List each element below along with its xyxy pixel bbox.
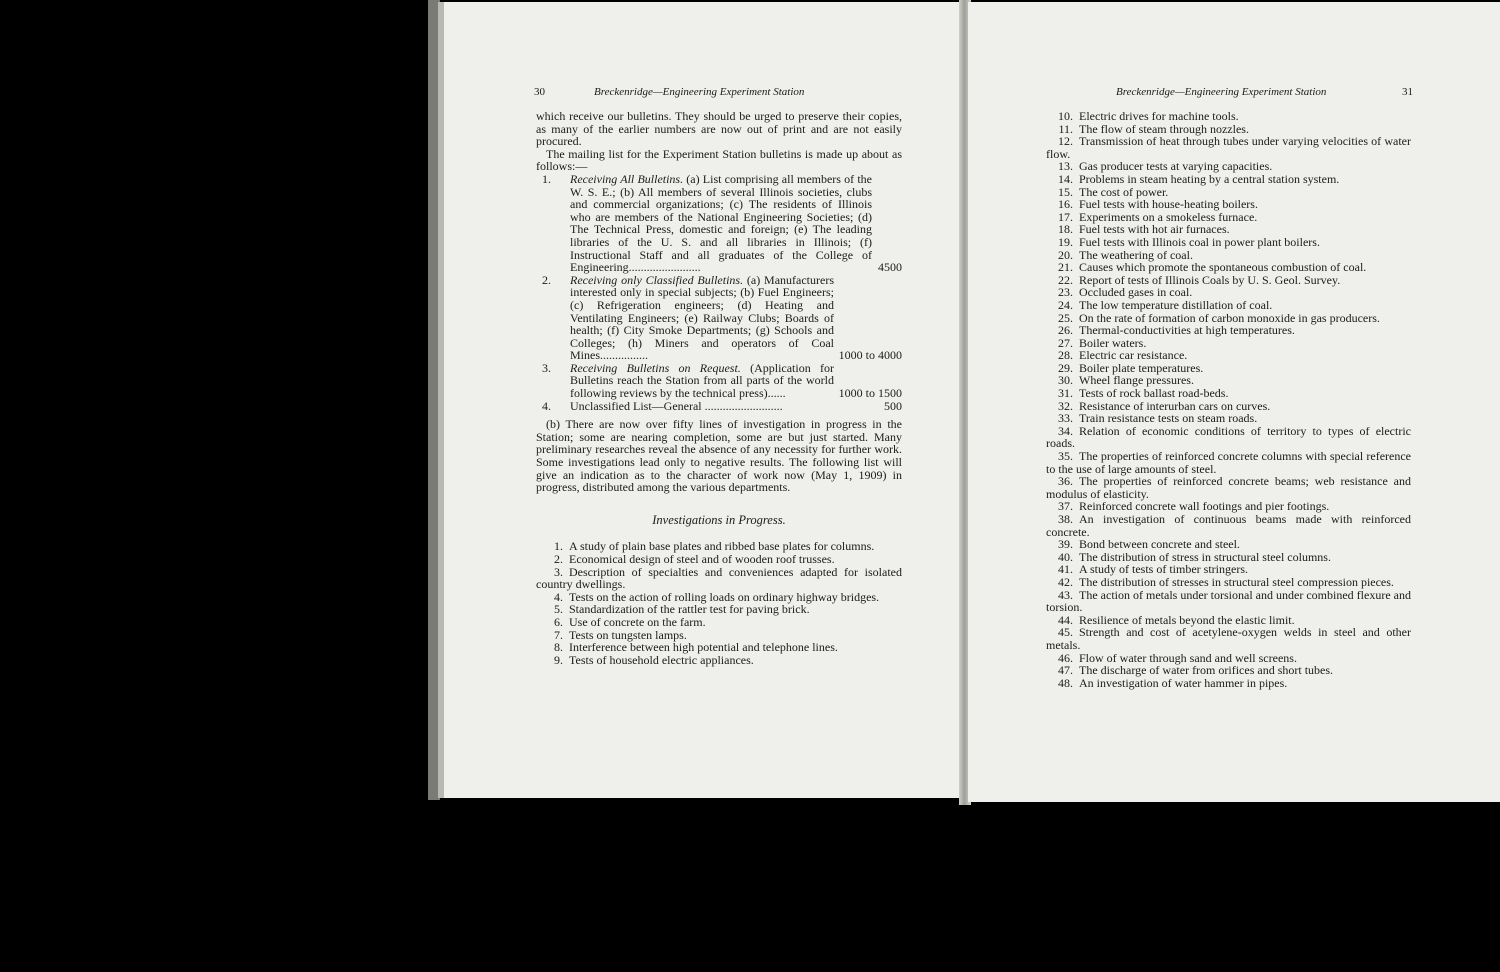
investigation-text: Strength and cost of acetylene-oxygen welds in steel and other metals.: [1046, 625, 1411, 652]
investigation-number: 28.: [1058, 348, 1073, 363]
list-item-number: 1.: [542, 171, 551, 186]
investigation-number: 12.: [1058, 134, 1073, 149]
investigation-text: Transmission of heat through tubes under varying velocities of water flow.: [1046, 134, 1411, 161]
investigation-item: [1046, 475, 1411, 500]
list-item-title: Receiving Bulletins on Request.: [570, 360, 741, 375]
investigation-text: Boiler plate temperatures.: [1079, 360, 1204, 375]
investigations-list-left: [536, 540, 902, 666]
investigation-number: 29.: [1058, 360, 1073, 375]
investigation-text: Gas producer tests at varying capacities.: [1079, 159, 1273, 174]
intro-paragraph: which receive our bulletins. They should be urged to preserve their copies, as many of the earlier numbers are now out of print and are not easily procured.: [536, 109, 902, 149]
investigation-text: Tests of household electric appliances.: [569, 652, 754, 667]
investigation-number: 4.: [554, 589, 563, 604]
investigation-text: A study of plain base plates and ribbed base plates for columns.: [569, 539, 875, 554]
investigation-number: 19.: [1058, 234, 1073, 249]
investigation-text: Tests on the action of rolling loads on ordinary highway bridges.: [569, 589, 880, 604]
mailing-list: [536, 173, 902, 412]
investigation-number: 27.: [1058, 335, 1073, 350]
investigation-number: 45.: [1058, 625, 1073, 640]
list-item-amount: 1000 to 1500: [838, 386, 902, 401]
investigation-number: 39.: [1058, 537, 1073, 552]
investigations-list-right: [1046, 110, 1411, 689]
investigation-number: 25.: [1058, 310, 1073, 325]
investigation-text: Problems in steam heating by a central station system.: [1079, 171, 1340, 186]
investigation-number: 35.: [1058, 449, 1073, 464]
investigation-text: Experiments on a smokeless furnace.: [1079, 209, 1258, 224]
list-item-text: (a) List comprising all members of the W. S. E.; (b) All members of several Illinois societies, clubs and commercial organizations; (c) The residents of Illinois who are members of the National Engineering Societies; (d) The Technical Press, domestic and foreign; (e) The leading libraries of the U. S. and all libraries in Illinois; (f) Instructional Staff and all graduates of the College of Engineering........................: [570, 171, 872, 275]
investigation-text: Relation of economic conditions of territory to types of electric roads.: [1046, 423, 1411, 451]
investigation-number: 31.: [1058, 386, 1073, 401]
list-item-title: Receiving only Classified Bulletins.: [570, 272, 744, 287]
investigation-item: [1046, 677, 1411, 690]
investigation-number: 10.: [1058, 109, 1073, 123]
investigation-text: Boiler waters.: [1079, 335, 1147, 350]
investigation-number: 41.: [1058, 562, 1073, 577]
investigation-text: Tests on tungsten lamps.: [569, 627, 687, 642]
left-text-column: [536, 110, 902, 666]
investigation-number: 18.: [1058, 222, 1073, 237]
investigation-number: 1.: [554, 539, 563, 554]
investigation-item: [1046, 626, 1411, 651]
investigation-text: Fuel tests with house-heating boilers.: [1079, 197, 1258, 212]
investigation-number: 14.: [1058, 171, 1073, 186]
investigation-item: [1046, 513, 1411, 538]
investigation-text: The weathering of coal.: [1079, 247, 1193, 262]
investigation-number: 21.: [1058, 260, 1073, 275]
investigation-text: Electric car resistance.: [1079, 348, 1188, 363]
mailing-list-item: [536, 400, 902, 413]
investigation-number: 8.: [554, 640, 563, 655]
investigation-number: 13.: [1058, 159, 1073, 174]
investigation-number: 9.: [554, 652, 563, 667]
investigation-text: Standardization of the rattler test for paving brick.: [569, 602, 810, 617]
investigation-item: [1046, 425, 1411, 450]
mailing-list-item: [536, 274, 902, 362]
investigation-number: 44.: [1058, 612, 1073, 627]
investigation-number: 46.: [1058, 650, 1073, 665]
investigation-number: 33.: [1058, 411, 1073, 426]
right-page: [968, 2, 1500, 802]
investigation-text: Resistance of interurban cars on curves.: [1079, 398, 1271, 413]
investigation-number: 23.: [1058, 285, 1073, 300]
investigation-text: Thermal-conductivities at high temperatures.: [1079, 323, 1295, 338]
paragraph-b: (b) There are now over fifty lines of investigation in progress in the Station; some are nearing completion, some are but just started. Many preliminary researches reveal the absence of any necessity for further work. Some investigations lead only to negative results. The following list will give an indication as to the character of work now (May 1, 1909) in progress, distributed among the various departments.: [536, 417, 902, 495]
investigation-number: 16.: [1058, 197, 1073, 212]
investigation-item: [1046, 135, 1411, 160]
investigation-number: 2.: [554, 552, 563, 566]
investigation-number: 42.: [1058, 574, 1073, 589]
investigation-text: Use of concrete on the farm.: [569, 614, 706, 629]
investigation-number: 32.: [1058, 398, 1073, 413]
investigation-text: Flow of water through sand and well screens.: [1079, 650, 1297, 665]
investigation-item: [1046, 589, 1411, 614]
investigation-text: The distribution of stress in structural steel columns.: [1079, 549, 1331, 564]
investigation-text: An investigation of continuous beams made with reinforced concrete.: [1046, 512, 1411, 539]
investigation-text: Economical design of steel and of wooden roof trusses.: [569, 552, 835, 566]
investigation-text: Tests of rock ballast road-beds.: [1079, 386, 1229, 401]
list-item-amount: 4500: [878, 260, 902, 275]
investigation-text: The distribution of stresses in structural steel compression pieces.: [1079, 574, 1394, 589]
investigation-text: Interference between high potential and telephone lines.: [569, 640, 838, 655]
running-head-right: Breckenridge—Engineering Experiment Station: [1116, 86, 1327, 98]
investigation-number: 43.: [1058, 587, 1073, 602]
list-item-text: (Application for Bulletins reach the Station from all parts of the world following reviews by the technical press)......: [570, 360, 834, 401]
investigation-number: 17.: [1058, 209, 1073, 224]
investigation-number: 47.: [1058, 663, 1073, 678]
list-item-text: (a) Manufacturers interested only in special subjects; (b) Fuel Engineers; (c) Refrigeration engineers; (d) Heating and Ventilating Engineers; (e) Railway Clubs; Boards of health; (f) City Smoke Departments; (g) Schools and Colleges; (h) Miners and operators of Coal Mines................: [570, 272, 834, 363]
investigation-item: [536, 654, 902, 667]
investigation-number: 24.: [1058, 297, 1073, 312]
investigation-text: The discharge of water from orifices and short tubes.: [1079, 663, 1334, 678]
mailing-list-intro: The mailing list for the Experiment Station bulletins is made up about as follows:—: [536, 146, 902, 174]
left-page: [438, 2, 967, 798]
investigation-text: Train resistance tests on steam roads.: [1079, 411, 1258, 426]
running-head-left: Breckenridge—Engineering Experiment Station: [594, 86, 805, 98]
mailing-list-item: [536, 173, 902, 274]
investigation-number: 6.: [554, 614, 563, 629]
investigation-number: 11.: [1058, 121, 1073, 136]
investigation-text: Description of specialties and conveniences adapted for isolated country dwellings.: [536, 564, 902, 592]
investigation-text: The action of metals under torsional and under combined flexure and torsion.: [1046, 587, 1411, 615]
investigation-number: 7.: [554, 627, 563, 642]
list-item-amount: 1000 to 4000: [838, 348, 902, 363]
investigation-text: The cost of power.: [1079, 184, 1169, 199]
list-item-number: 3.: [542, 360, 551, 375]
investigation-number: 15.: [1058, 184, 1073, 199]
mailing-list-item: [536, 362, 902, 400]
investigation-text: Electric drives for machine tools.: [1079, 109, 1239, 123]
list-item-number: 2.: [542, 272, 551, 287]
investigation-number: 38.: [1058, 512, 1073, 526]
investigation-text: An investigation of water hammer in pipes.: [1079, 675, 1288, 690]
investigation-number: 20.: [1058, 247, 1073, 262]
investigation-number: 48.: [1058, 675, 1073, 690]
investigation-text: A study of tests of timber stringers.: [1079, 562, 1248, 577]
investigation-text: Causes which promote the spontaneous combustion of coal.: [1079, 260, 1367, 275]
investigation-text: The properties of reinforced concrete beams; web resistance and modulus of elasticity.: [1046, 474, 1411, 501]
investigation-text: Wheel flange pressures.: [1079, 373, 1194, 388]
investigation-number: 34.: [1058, 423, 1073, 438]
list-item-number: 4.: [542, 398, 551, 413]
list-item-amount: 500: [884, 398, 902, 413]
list-item-title: Receiving All Bulletins.: [570, 171, 684, 186]
investigation-text: Fuel tests with hot air furnaces.: [1079, 222, 1230, 237]
investigation-text: The low temperature distillation of coal.: [1079, 297, 1273, 312]
investigation-number: 37.: [1058, 499, 1073, 514]
page-number-left: 30: [534, 86, 545, 98]
investigation-number: 3.: [554, 564, 563, 579]
investigation-number: 40.: [1058, 549, 1073, 564]
investigation-text: The flow of steam through nozzles.: [1079, 121, 1249, 136]
investigation-text: Occluded gases in coal.: [1079, 285, 1193, 300]
investigation-text: Bond between concrete and steel.: [1079, 537, 1240, 552]
section-heading: Investigations in Progress.: [652, 512, 786, 527]
investigation-text: Resilience of metals beyond the elastic limit.: [1079, 612, 1295, 627]
page-number-right: 31: [1402, 86, 1413, 98]
list-item-text: Unclassified List—General ..........................: [570, 398, 783, 413]
investigation-text: Reinforced concrete wall footings and pier footings.: [1079, 499, 1330, 514]
investigation-number: 22.: [1058, 272, 1073, 287]
investigation-number: 26.: [1058, 323, 1073, 338]
investigation-text: The properties of reinforced concrete columns with special reference to the use of large amounts of steel.: [1046, 449, 1411, 476]
right-text-column: [1046, 110, 1411, 689]
investigation-text: Report of tests of Illinois Coals by U. S. Geol. Survey.: [1079, 272, 1341, 287]
investigation-item: [1046, 450, 1411, 475]
investigation-number: 5.: [554, 602, 563, 617]
investigation-number: 30.: [1058, 373, 1073, 388]
investigation-item: [536, 566, 902, 591]
investigation-number: 36.: [1058, 474, 1073, 489]
investigation-text: On the rate of formation of carbon monoxide in gas producers.: [1079, 310, 1380, 325]
investigation-text: Fuel tests with Illinois coal in power plant boilers.: [1079, 234, 1320, 249]
